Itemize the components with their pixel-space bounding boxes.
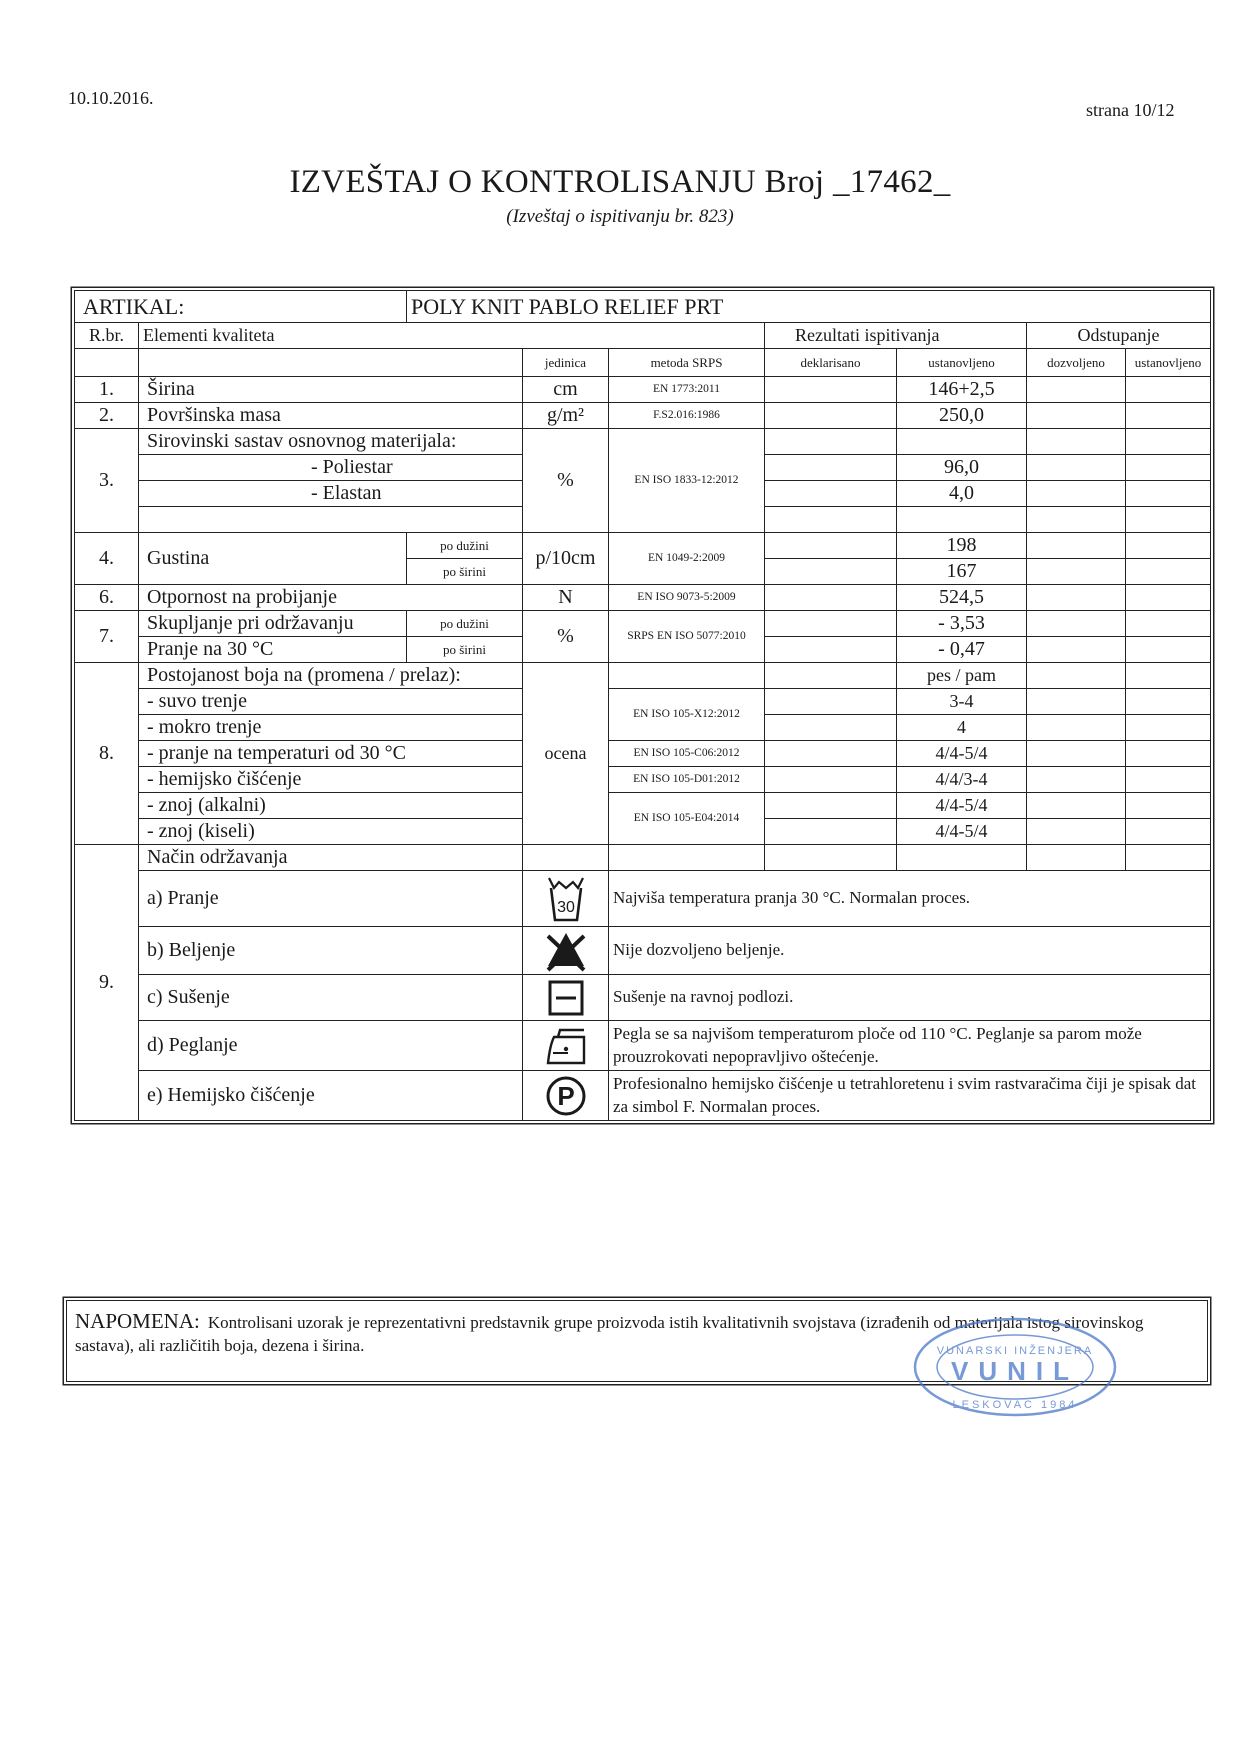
care-row bbox=[75, 1071, 1211, 1121]
row-value: 146+2,5 bbox=[897, 377, 1027, 403]
table-row bbox=[75, 585, 1211, 611]
row-element: Površinska masa bbox=[139, 403, 523, 429]
row-unit: g/m² bbox=[523, 403, 609, 429]
no-bleach-icon bbox=[523, 927, 609, 975]
row-value: 96,0 bbox=[897, 455, 1027, 481]
row-sub-element: - Elastan bbox=[139, 481, 523, 507]
row-number: 9. bbox=[75, 845, 139, 1121]
col-rbr: R.br. bbox=[75, 323, 139, 349]
row-sub-element: - Poliestar bbox=[139, 455, 523, 481]
row-direction: po dužini bbox=[407, 533, 523, 559]
table-row bbox=[75, 429, 1211, 455]
report-title: IZVEŠTAJ O KONTROLISANJU Broj _17462_ bbox=[289, 164, 951, 200]
table-row bbox=[75, 767, 1211, 793]
col-results: Rezultati ispitivanja bbox=[765, 323, 1027, 349]
report-date: 10.10.2016. bbox=[68, 88, 154, 108]
row-number: 6. bbox=[75, 585, 139, 611]
row-value: 524,5 bbox=[897, 585, 1027, 611]
row-method: EN ISO 105-C06:2012 bbox=[609, 741, 765, 767]
svg-text:LESKOVAC 1984: LESKOVAC 1984 bbox=[952, 1399, 1078, 1411]
row-value: 4/4-5/4 bbox=[897, 819, 1027, 845]
row-element: Gustina bbox=[139, 533, 407, 585]
row-unit: % bbox=[523, 429, 609, 533]
care-description: Nije dozvoljeno beljenje. bbox=[609, 927, 1211, 975]
row-unit: % bbox=[523, 611, 609, 663]
row-unit: ocena bbox=[523, 663, 609, 845]
care-label: b) Beljenje bbox=[139, 927, 523, 975]
table-row bbox=[75, 533, 1211, 559]
row-sub-element: - mokro trenje bbox=[139, 715, 523, 741]
care-row bbox=[75, 927, 1211, 975]
table-row bbox=[75, 793, 1211, 819]
article-value: POLY KNIT PABLO RELIEF PRT bbox=[407, 291, 1211, 323]
row-number: 4. bbox=[75, 533, 139, 585]
row-direction: po širini bbox=[407, 559, 523, 585]
row-value: pes / pam bbox=[897, 663, 1027, 689]
row-method: EN 1049-2:2009 bbox=[609, 533, 765, 585]
row-value: 4,0 bbox=[897, 481, 1027, 507]
care-description: Pegla se sa najvišom temperaturom ploče od 110 °C. Peglanje sa parom može prouzrokovati nepopravljivo oštećenje. bbox=[609, 1021, 1211, 1071]
col-allowed: dozvoljeno bbox=[1027, 349, 1126, 377]
row-method: SRPS EN ISO 5077:2010 bbox=[609, 611, 765, 663]
row-element: Skupljanje pri održavanju bbox=[139, 611, 407, 637]
quality-table bbox=[74, 290, 1211, 1121]
dry-clean-p-icon bbox=[523, 1071, 609, 1121]
row-number: 8. bbox=[75, 663, 139, 845]
row-method: EN ISO 105-X12:2012 bbox=[609, 689, 765, 741]
row-direction: po dužini bbox=[407, 611, 523, 637]
row-sub-element: - hemijsko čišćenje bbox=[139, 767, 523, 793]
row-element: Sirovinski sastav osnovnog materijala: bbox=[139, 429, 523, 455]
table-row bbox=[75, 611, 1211, 637]
care-description: Sušenje na ravnoj podlozi. bbox=[609, 975, 1211, 1021]
row-sub-element: - znoj (alkalni) bbox=[139, 793, 523, 819]
row-unit: cm bbox=[523, 377, 609, 403]
care-description: Profesionalno hemijsko čišćenje u tetrahloretenu i svim rastvaračima čiji je spisak dat za simbol F. Normalan proces. bbox=[609, 1071, 1211, 1121]
care-description: Najviša temperatura pranja 30 °C. Normalan proces. bbox=[609, 871, 1211, 927]
header-row-2 bbox=[75, 349, 1211, 377]
table-row bbox=[75, 845, 1211, 871]
care-label: e) Hemijsko čišćenje bbox=[139, 1071, 523, 1121]
row-number: 1. bbox=[75, 377, 139, 403]
row-method: EN ISO 9073-5:2009 bbox=[609, 585, 765, 611]
row-value: - 0,47 bbox=[897, 637, 1027, 663]
row-sub-element: - suvo trenje bbox=[139, 689, 523, 715]
iron-no-steam-icon bbox=[523, 1021, 609, 1071]
row-method: EN ISO 1833-12:2012 bbox=[609, 429, 765, 533]
col-elements: Elementi kvaliteta bbox=[139, 323, 765, 349]
header-row-1 bbox=[75, 323, 1211, 349]
row-value: 250,0 bbox=[897, 403, 1027, 429]
care-label: a) Pranje bbox=[139, 871, 523, 927]
row-number: 2. bbox=[75, 403, 139, 429]
page-number: strana 10/12 bbox=[1086, 100, 1175, 120]
note-label: NAPOMENA: bbox=[75, 1309, 200, 1333]
row-method: EN 1773:2011 bbox=[609, 377, 765, 403]
row-value: 4/4-5/4 bbox=[897, 793, 1027, 819]
table-row bbox=[75, 741, 1211, 767]
svg-text:VUNIL: VUNIL bbox=[951, 1356, 1079, 1386]
col-deviation: Odstupanje bbox=[1027, 323, 1211, 349]
report-subtitle: (Izveštaj o ispitivanju br. 823) bbox=[506, 206, 734, 227]
row-element: Pranje na 30 °C bbox=[139, 637, 407, 663]
note-text: Kontrolisani uzorak je reprezentativni predstavnik grupe proizvoda istih kvalitativnih svojstava (izrađenih od materijala istog sirovinskog sastava), ali različitih boja, dezena i širina. bbox=[75, 1313, 1144, 1356]
row-method: EN ISO 105-D01:2012 bbox=[609, 767, 765, 793]
row-value: - 3,53 bbox=[897, 611, 1027, 637]
row-direction: po širini bbox=[407, 637, 523, 663]
article-label: ARTIKAL: bbox=[75, 291, 407, 323]
svg-text:30: 30 bbox=[556, 898, 575, 916]
flat-dry-icon bbox=[523, 975, 609, 1021]
col-method: metoda SRPS bbox=[609, 349, 765, 377]
row-unit: N bbox=[523, 585, 609, 611]
row-value: 4 bbox=[897, 715, 1027, 741]
row-element: Način održavanja bbox=[139, 845, 523, 871]
row-number: 7. bbox=[75, 611, 139, 663]
table-row bbox=[75, 689, 1211, 715]
row-sub-element: - pranje na temperaturi od 30 °C bbox=[139, 741, 523, 767]
table-row bbox=[75, 403, 1211, 429]
row-value: 3-4 bbox=[897, 689, 1027, 715]
svg-text:P: P bbox=[556, 1080, 575, 1111]
care-label: c) Sušenje bbox=[139, 975, 523, 1021]
care-row bbox=[75, 1021, 1211, 1071]
row-element: Otpornost na probijanje bbox=[139, 585, 523, 611]
col-established: ustanovljeno bbox=[897, 349, 1027, 377]
table-row bbox=[75, 663, 1211, 689]
row-element: Postojanost boja na (promena / prelaz): bbox=[139, 663, 523, 689]
row-method: F.S2.016:1986 bbox=[609, 403, 765, 429]
row-number: 3. bbox=[75, 429, 139, 533]
row-value: 4/4-5/4 bbox=[897, 741, 1027, 767]
row-value: 198 bbox=[897, 533, 1027, 559]
row-sub-element: - znoj (kiseli) bbox=[139, 819, 523, 845]
stamp-seal bbox=[910, 1312, 1120, 1422]
row-unit: p/10cm bbox=[523, 533, 609, 585]
row-method: EN ISO 105-E04:2014 bbox=[609, 793, 765, 845]
row-value: 4/4/3-4 bbox=[897, 767, 1027, 793]
care-row bbox=[75, 975, 1211, 1021]
wash-30-icon bbox=[523, 871, 609, 927]
col-unit: jedinica bbox=[523, 349, 609, 377]
article-row bbox=[75, 291, 1211, 323]
care-row bbox=[75, 871, 1211, 927]
row-value: 167 bbox=[897, 559, 1027, 585]
col-declared: deklarisano bbox=[765, 349, 897, 377]
table-row bbox=[75, 377, 1211, 403]
svg-text:VUNARSKI INŽENJERA: VUNARSKI INŽENJERA bbox=[936, 1345, 1094, 1357]
col-established-dev: ustanovljeno bbox=[1126, 349, 1211, 377]
row-element: Širina bbox=[139, 377, 523, 403]
care-label: d) Peglanje bbox=[139, 1021, 523, 1071]
